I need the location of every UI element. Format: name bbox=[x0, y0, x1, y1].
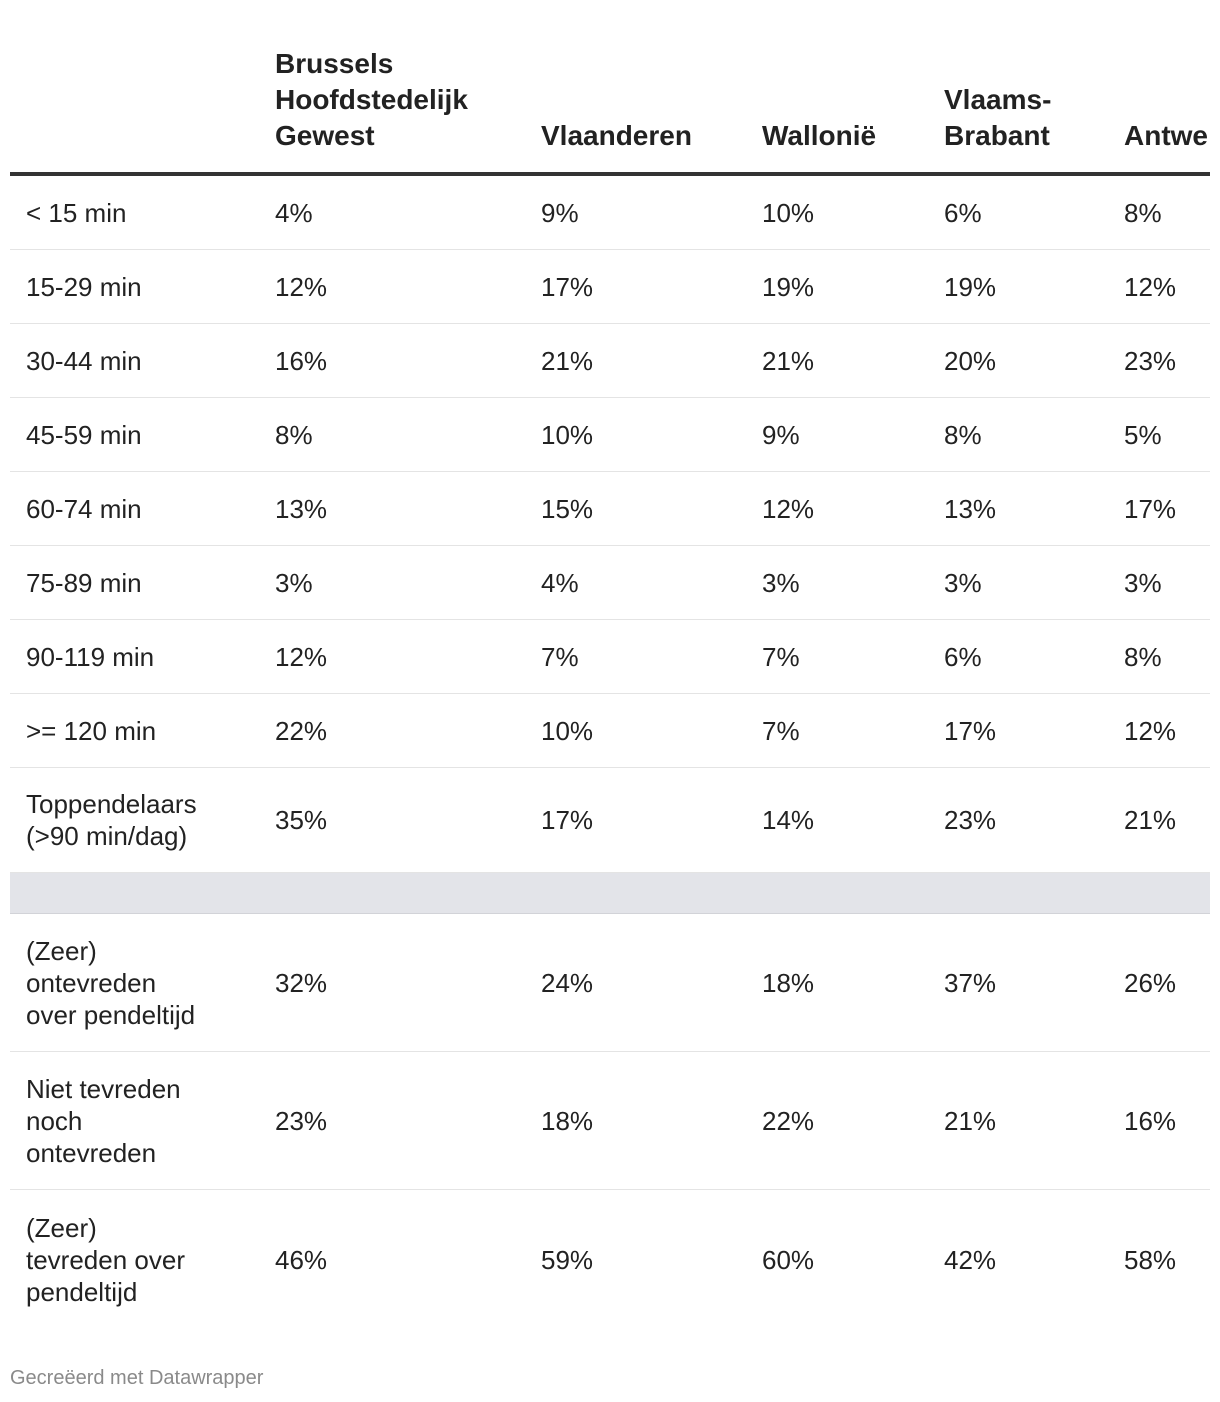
row-label: 15-29 min bbox=[10, 250, 259, 324]
value-cell: 18% bbox=[746, 914, 928, 1052]
value-cell: 8% bbox=[1108, 174, 1210, 250]
value-cell: 10% bbox=[525, 694, 746, 768]
value-cell: 58% bbox=[1124, 1245, 1177, 1275]
value-cell: 4% bbox=[259, 174, 525, 250]
value-cell: 8% bbox=[928, 398, 1108, 472]
value-cell: 17% bbox=[525, 250, 746, 324]
section-separator-cell bbox=[10, 873, 1210, 914]
value-cell: 20% bbox=[928, 324, 1108, 398]
value-cell: 21% bbox=[1108, 768, 1210, 873]
value-cell: 5% bbox=[1108, 398, 1210, 472]
table-row bbox=[10, 914, 1210, 1052]
table-row bbox=[10, 398, 1210, 472]
value-cell: 21% bbox=[525, 324, 746, 398]
value-cell: 8% bbox=[259, 398, 525, 472]
table-row bbox=[10, 472, 1210, 546]
value-cell: 16% bbox=[259, 324, 525, 398]
table-header bbox=[10, 0, 1210, 174]
value-cell: 59% bbox=[541, 1245, 594, 1275]
value-cell: 8% bbox=[1108, 620, 1210, 694]
column-header-0 bbox=[10, 0, 259, 174]
value-cell: 12% bbox=[259, 250, 525, 324]
column-header-1: Brussels Hoofdstedelijk Gewest bbox=[259, 0, 525, 174]
value-cell: 42% bbox=[944, 1245, 997, 1275]
value-cell: 13% bbox=[928, 472, 1108, 546]
value-cell: 7% bbox=[746, 694, 928, 768]
value-cell: 21% bbox=[928, 1052, 1108, 1190]
row-label: 90-119 min bbox=[10, 620, 259, 694]
value-cell: 7% bbox=[525, 620, 746, 694]
row-label: >= 120 min bbox=[10, 694, 259, 768]
value-cell: 3% bbox=[1108, 546, 1210, 620]
value-cell: 15% bbox=[525, 472, 746, 546]
table-row bbox=[10, 174, 1210, 250]
value-cell: 19% bbox=[746, 250, 928, 324]
value-cell: 22% bbox=[259, 694, 525, 768]
table-row bbox=[10, 250, 1210, 324]
table-row bbox=[10, 768, 1210, 873]
value-cell: 35% bbox=[259, 768, 525, 873]
column-header-5: Antwe bbox=[1108, 0, 1210, 174]
value-cell: 16% bbox=[1108, 1052, 1210, 1190]
row-label: Toppendelaars (>90 min/dag) bbox=[10, 768, 259, 873]
value-cell: 37% bbox=[928, 914, 1108, 1052]
value-cell: 60% bbox=[762, 1245, 815, 1275]
column-header-2: Vlaanderen bbox=[525, 0, 746, 174]
value-cell: 23% bbox=[1108, 324, 1210, 398]
value-cell: 10% bbox=[746, 174, 928, 250]
value-cell: 14% bbox=[746, 768, 928, 873]
value-cell: 26% bbox=[1108, 914, 1210, 1052]
value-cell: 23% bbox=[928, 768, 1108, 873]
commute-time-table bbox=[10, 0, 1210, 1330]
table-row bbox=[10, 694, 1210, 768]
value-cell: 18% bbox=[525, 1052, 746, 1190]
value-cell: 6% bbox=[928, 620, 1108, 694]
table-row bbox=[10, 1190, 1210, 1331]
value-cell: 24% bbox=[525, 914, 746, 1052]
table-body bbox=[10, 174, 1210, 1330]
column-header-4: Vlaams- Brabant bbox=[928, 0, 1108, 174]
datawrapper-credit: Gecreëerd met Datawrapper bbox=[10, 1367, 264, 1389]
row-label: 30-44 min bbox=[10, 324, 259, 398]
value-cell: 17% bbox=[1108, 472, 1210, 546]
value-cell: 13% bbox=[259, 472, 525, 546]
value-cell: 12% bbox=[259, 620, 525, 694]
row-label: (Zeer) tevreden over pendeltijd bbox=[26, 1213, 185, 1307]
value-cell: 12% bbox=[1108, 694, 1210, 768]
header-row bbox=[10, 0, 1210, 174]
value-cell: 7% bbox=[746, 620, 928, 694]
value-cell: 46% bbox=[275, 1245, 328, 1275]
value-cell: 12% bbox=[746, 472, 928, 546]
table-row bbox=[10, 1052, 1210, 1190]
value-cell: 9% bbox=[525, 174, 746, 250]
row-label: 75-89 min bbox=[10, 546, 259, 620]
row-label: 60-74 min bbox=[10, 472, 259, 546]
row-label: 45-59 min bbox=[10, 398, 259, 472]
value-cell: 32% bbox=[259, 914, 525, 1052]
value-cell: 3% bbox=[746, 546, 928, 620]
value-cell: 21% bbox=[746, 324, 928, 398]
table-wrapper bbox=[10, 0, 1210, 1330]
value-cell: 17% bbox=[928, 694, 1108, 768]
value-cell: 17% bbox=[525, 768, 746, 873]
table-row bbox=[10, 620, 1210, 694]
value-cell: 9% bbox=[746, 398, 928, 472]
value-cell: 3% bbox=[928, 546, 1108, 620]
section-separator bbox=[10, 873, 1210, 914]
value-cell: 22% bbox=[746, 1052, 928, 1190]
value-cell: 23% bbox=[259, 1052, 525, 1190]
value-cell: 12% bbox=[1108, 250, 1210, 324]
value-cell: 4% bbox=[525, 546, 746, 620]
row-label: Niet tevreden noch ontevreden bbox=[10, 1052, 259, 1190]
table-row bbox=[10, 324, 1210, 398]
table-row bbox=[10, 546, 1210, 620]
value-cell: 3% bbox=[259, 546, 525, 620]
row-label: (Zeer) ontevreden over pendeltijd bbox=[10, 914, 259, 1052]
value-cell: 19% bbox=[928, 250, 1108, 324]
value-cell: 10% bbox=[525, 398, 746, 472]
column-header-3: Wallonië bbox=[746, 0, 928, 174]
row-label: < 15 min bbox=[10, 174, 259, 250]
value-cell: 6% bbox=[928, 174, 1108, 250]
